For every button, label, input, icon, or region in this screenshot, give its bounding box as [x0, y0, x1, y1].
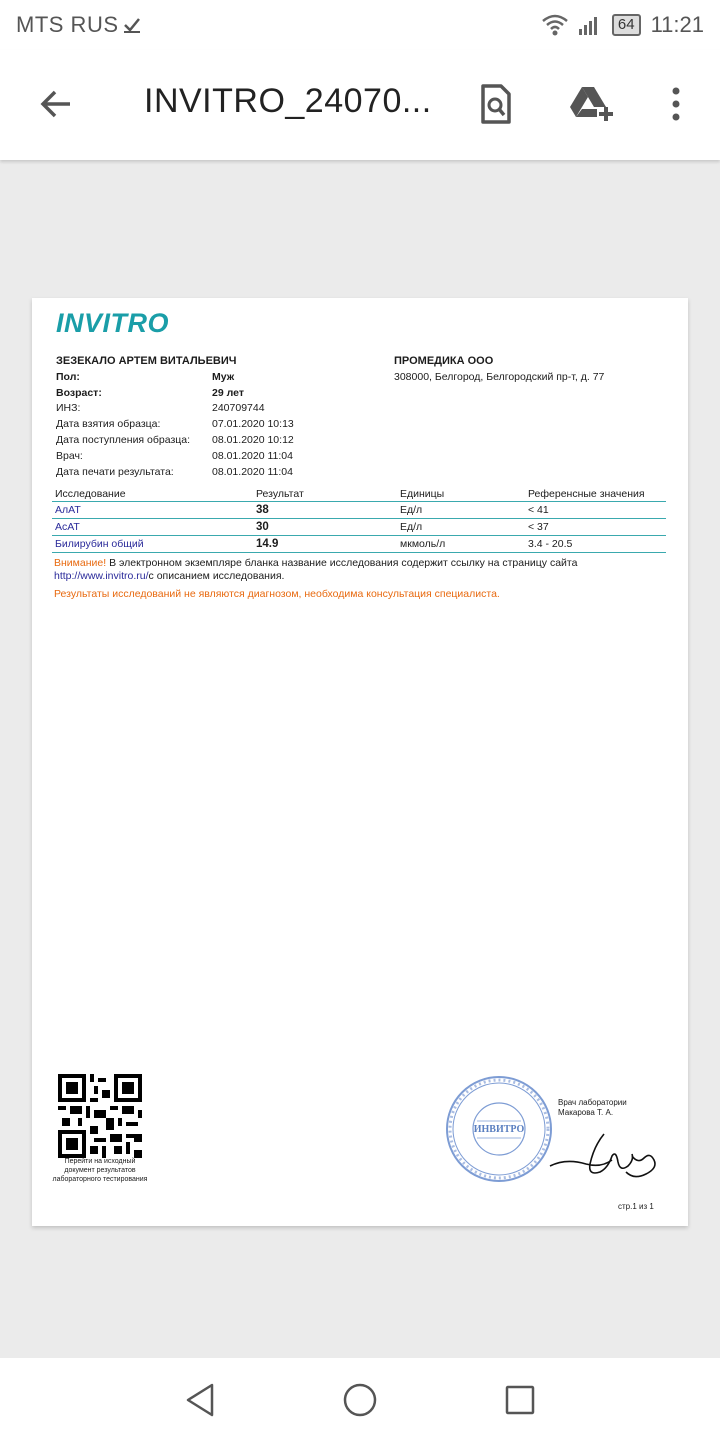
results-header: Исследование Результат Единицы Референсные значения [52, 487, 666, 502]
carrier-label: MTS RUS [16, 12, 119, 37]
patient-name: ЗЕЗЕКАЛО АРТЕМ ВИТАЛЬЕВИЧ [56, 355, 237, 367]
nav-back-button[interactable] [180, 1380, 220, 1420]
info-row-sample-date: Дата взятия образца: 07.01.2020 10:13 [56, 418, 294, 431]
clinic-address: 308000, Белгород, Белгородский пр-т, д. 77 [394, 370, 605, 383]
status-left [16, 12, 141, 38]
document-search-icon [479, 84, 513, 124]
circle-home-icon [342, 1382, 378, 1418]
invitro-link[interactable]: http://www.invitro.ru/ [54, 569, 149, 582]
page-number: стр.1 из 1 [618, 1202, 654, 1211]
qr-caption: Перейти на исходный документ результатов лабораторного тестирования [52, 1158, 148, 1183]
info-row-age: Возраст: 29 лет [56, 386, 244, 399]
doctor-signature [546, 1120, 662, 1190]
info-row-sex: Пол: Муж [56, 370, 235, 383]
checkmark-icon [123, 16, 141, 34]
stamp-text: ИНВИТРО [473, 1124, 525, 1135]
info-row-inz: ИНЗ: 240709744 [56, 402, 265, 415]
search-in-document-button[interactable] [470, 78, 522, 130]
info-row-doctor: Врач: 08.01.2020 11:04 [56, 449, 293, 462]
nav-recents-button[interactable] [500, 1380, 540, 1420]
test-name-link[interactable]: АсАТ [55, 521, 80, 533]
status-bar [0, 0, 720, 50]
doctor-role: Врач лаборатории [558, 1098, 627, 1107]
table-row: АлАТ 38 Ед/л < 41 [52, 502, 666, 519]
invitro-logo: INVITRO [56, 308, 170, 338]
clinic-info [394, 354, 604, 386]
clock: 11:21 [650, 12, 704, 37]
document-title: INVITRO_24070... [144, 82, 432, 120]
attention-label: Внимание! [54, 557, 107, 569]
qr-code[interactable] [58, 1074, 142, 1158]
more-options-button[interactable] [650, 78, 702, 130]
clinic-name: ПРОМЕДИКА ООО [394, 355, 494, 367]
arrow-back-icon [38, 86, 74, 122]
wifi-icon [542, 14, 568, 36]
square-recents-icon [504, 1384, 536, 1416]
attention-note: Внимание! В электронном экземпляре бланка название исследования содержит ссылку на страницу сайта http://www.invitro.ru/с описанием исследования. [54, 557, 578, 582]
disclaimer: Результаты исследований не являются диагнозом, необходима консультация специалиста. [54, 588, 500, 600]
info-row-print-date: Дата печати результата: 08.01.2020 11:04 [56, 465, 293, 478]
back-button[interactable] [30, 78, 82, 130]
test-name-link[interactable]: АлАТ [55, 504, 81, 516]
patient-info [56, 354, 356, 480]
drive-add-icon [569, 85, 615, 123]
results-table [52, 487, 666, 553]
nav-home-button[interactable] [340, 1380, 380, 1420]
table-row: Билирубин общий 14.9 мкмоль/л 3.4 - 20.5 [52, 536, 666, 553]
table-row: АсАТ 30 Ед/л < 37 [52, 519, 666, 536]
info-row-received-date: Дата поступления образца: 08.01.2020 10:12 [56, 433, 294, 446]
add-to-drive-button[interactable] [566, 78, 618, 130]
doctor-signature-block [558, 1098, 627, 1118]
battery-indicator: 64 [612, 14, 641, 36]
app-bar [0, 50, 720, 160]
triangle-back-icon [184, 1382, 216, 1418]
navigation-bar [0, 1358, 720, 1440]
signal-icon [578, 14, 602, 36]
more-vert-icon [670, 86, 682, 122]
lab-stamp [444, 1074, 554, 1184]
status-right [542, 12, 704, 38]
test-name-link[interactable]: Билирубин общий [55, 538, 144, 550]
document-page[interactable] [32, 298, 688, 1226]
doctor-name: Макарова Т. А. [558, 1108, 614, 1117]
